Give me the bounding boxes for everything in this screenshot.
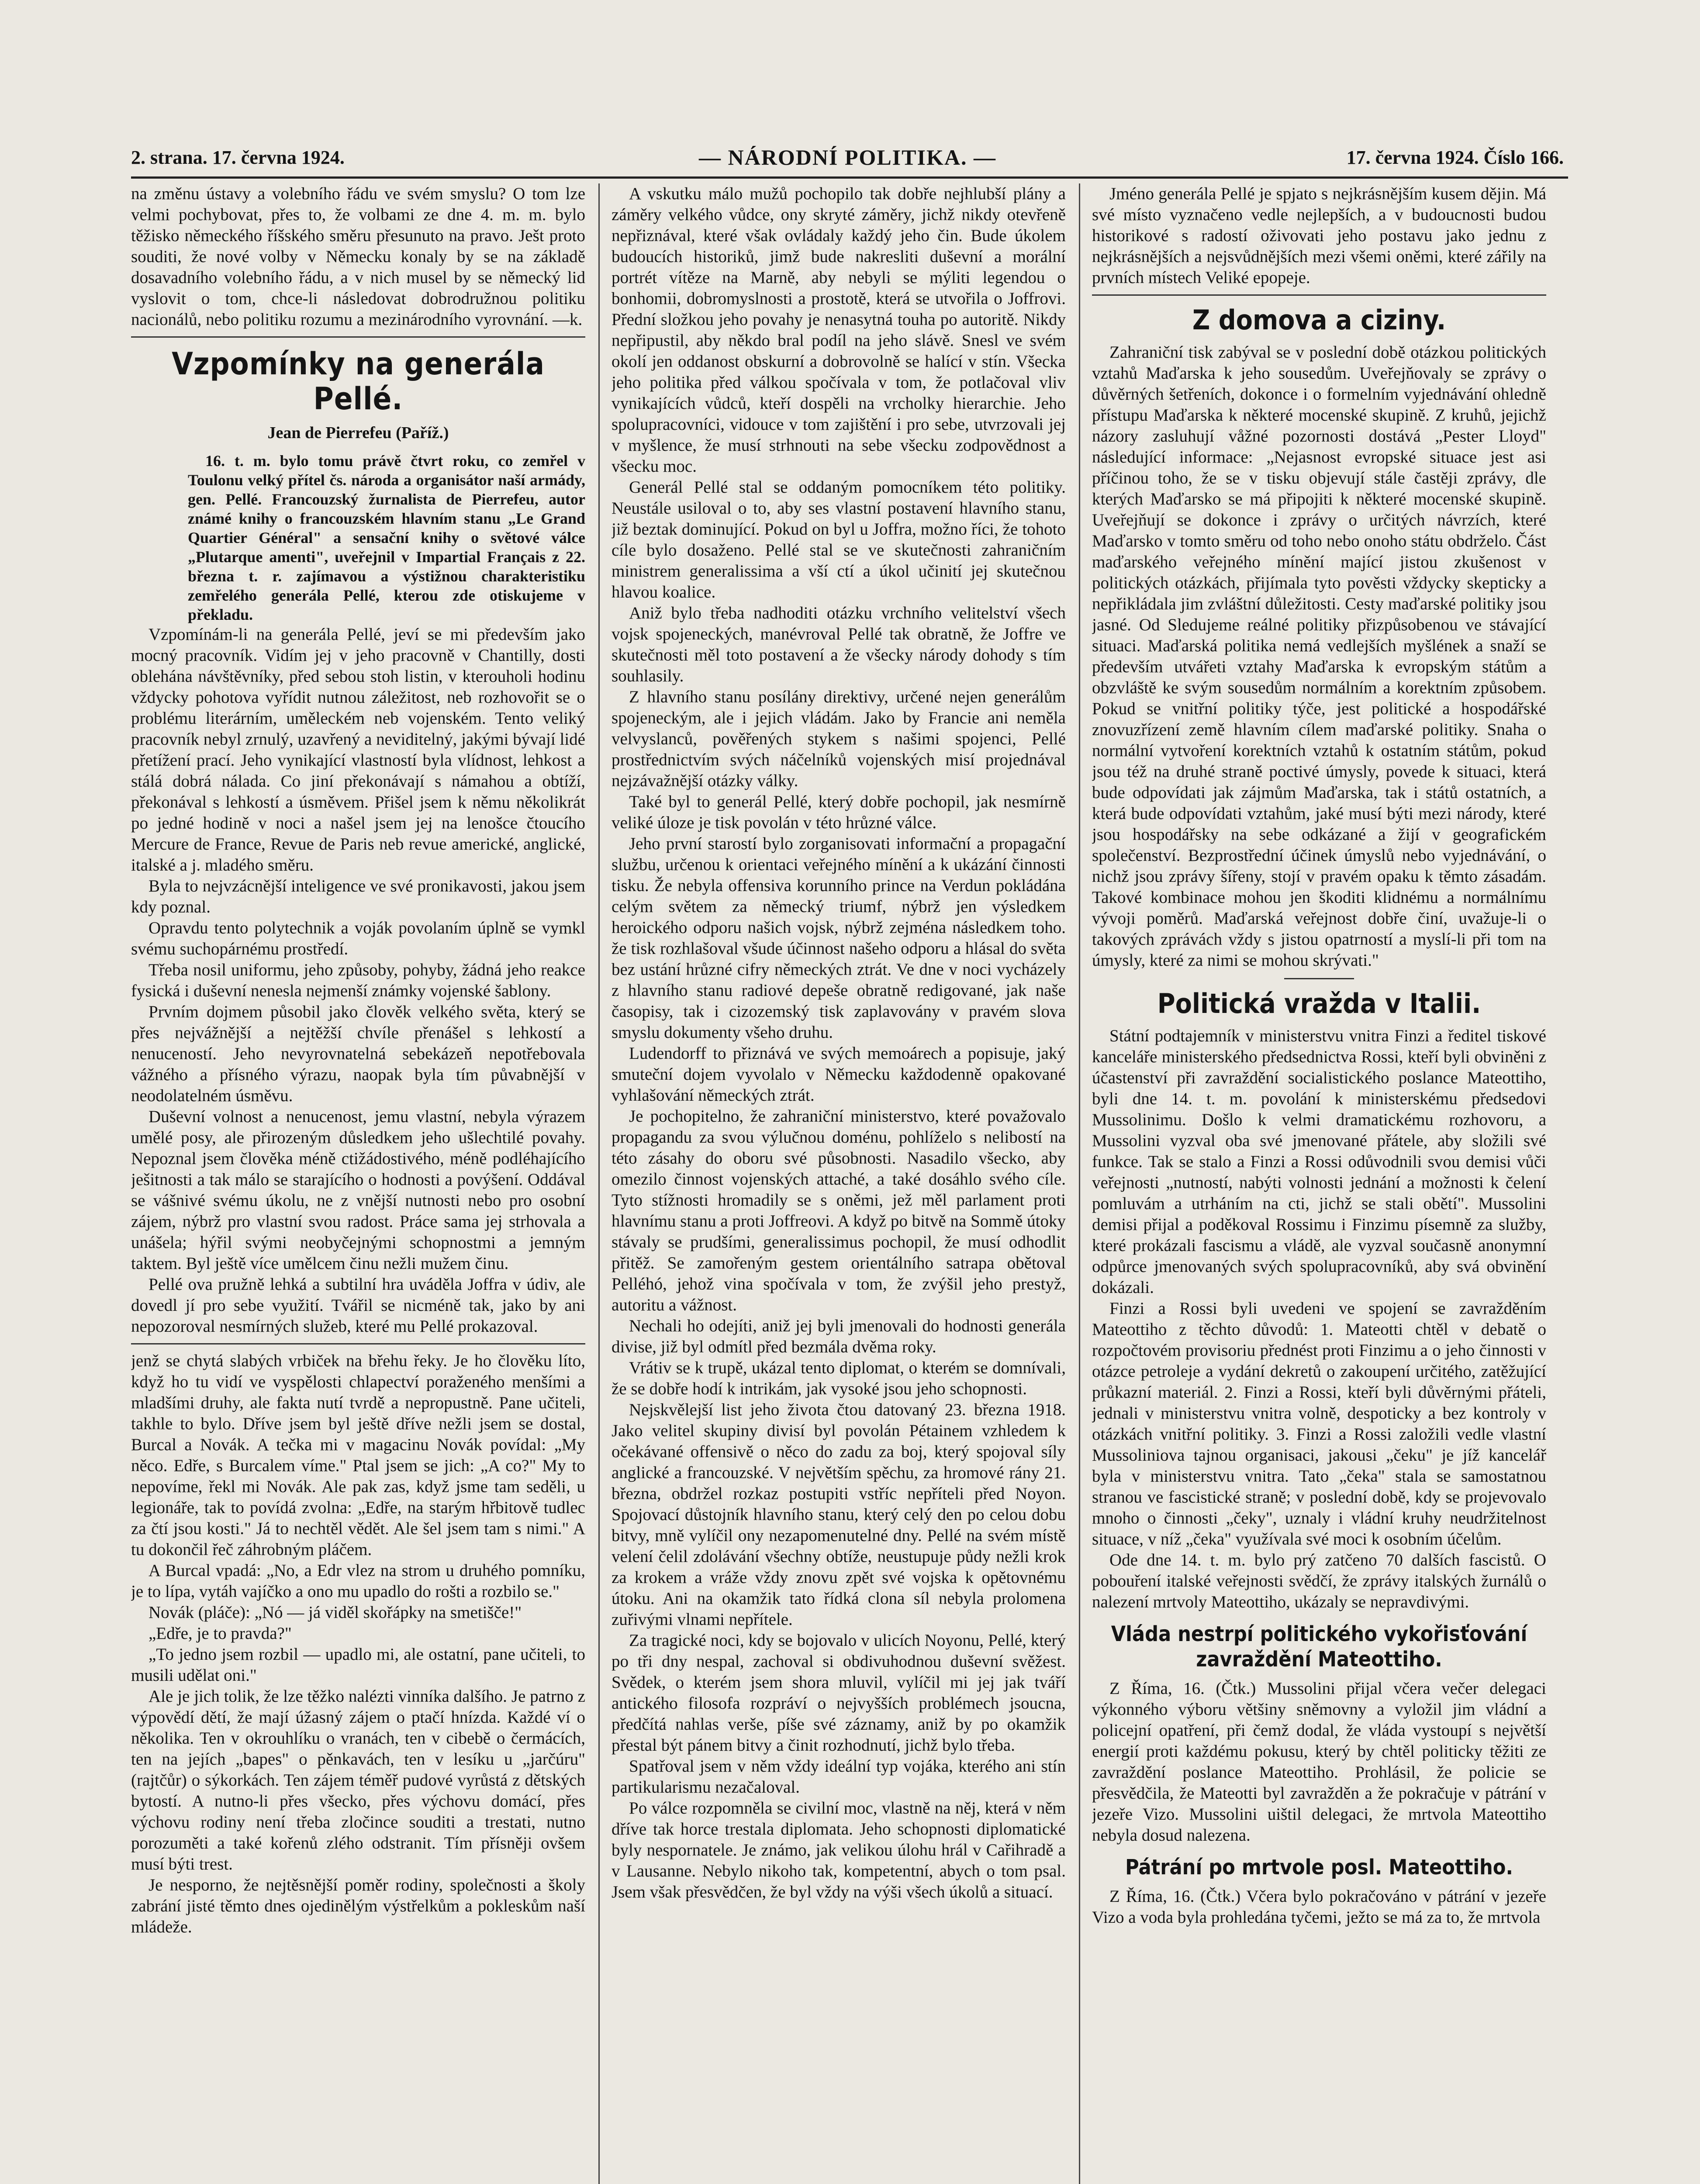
- article-separator: [1284, 978, 1354, 979]
- article-title: Vzpomínky na generála Pellé.: [172, 346, 545, 417]
- header-page-date: 2. strana. 17. června 1924.: [131, 147, 345, 168]
- paragraph: Byla to nejvzácnější inteligence ve své pronikavosti, jakou jsem kdy poznal.: [131, 877, 585, 916]
- section-title: Z domova a ciziny.: [1192, 304, 1446, 336]
- paragraph: Z Říma, 16. (Čtk.) Včera bylo pokračováno v pátrání v jezeře Vizo a voda byla prohledána tyčemi, ježto se má za to, že mrtvola: [1092, 1887, 1546, 1927]
- paragraph: Vzpomínám-li na generála Pellé, jeví se mi především jako mocný pracovník. Vidím jej v jeho pracovně v Chantilly, dosti oblehána návštěvníky, před sebou stoh listin, v kterouholi hodinu vždycky pohotova vyřídit nutnou záležitost, neb rozhovořit se o problému literárním, uměleckém neb vojenském. Tento veliký pracovník nebyl zrnulý, uzavřený a neviditelný, jakými bývají lidé přetížení prací. Jeho vynikající vlastností byla vlídnost, lehkost a stálá dobrá nálada. Co jiní překonávají s námahou a obtíží, překonával s lehkostí a úsměvem. Přišel jsem k němu několikrát po jedné hodině v noci a našel jsem jej na lenošce čtoucího Mercure de France, Revue de Paris neb revue americké, anglické, italské a j. mladého směru.: [131, 625, 585, 874]
- article-separator: [131, 336, 585, 338]
- paragraph: Ode dne 14. t. m. bylo prý zatčeno 70 dalších fascistů. O pobouření italské veřejnosti svědčí, že zprávy italských žurnálů o nalezení mrtvoly Mateottiho, ukázaly se nepravdivými.: [1092, 1551, 1546, 1611]
- article-separator: [131, 1343, 585, 1344]
- paragraph: Je nesporno, že nejtěsnější poměr rodiny, společnosti a školy zabrání jisté těmto dnes ojedinělým výstřelkům a pokleskům naší mládeže.: [131, 1876, 585, 1936]
- paragraph: Aniž bylo třeba nadhoditi otázku vrchního velitelství všech vojsk spojeneckých, manévroval Pellé tak obratně, že Joffre ve skutečnosti měl toto postavení a že všecky národy dohody s tím souhlasily.: [612, 604, 1066, 685]
- column-1: [131, 183, 585, 1938]
- column-3: [1092, 183, 1546, 1928]
- paragraph: Ludendorff to přiznává ve svých memoárech a popisuje, jaký smuteční dojem vyvolalo v Německu každodenně opakované vyhlašování německých ztrát.: [612, 1044, 1066, 1105]
- paragraph: Ale je jich tolik, že lze těžko nalézti vinníka dalšího. Je patrno z výpovědí dětí, že mají úžasný zájem o ptačí hnízda. Každé ví o několika. Ten v okrouhlíku o vranách, ten v cibebě o čermácích, ten na jejích „bapes" o pěnkavách, ten v lesíku u „jarčúru" (rajtčůr) o sýkorkách. Ten zájem téměř pudové vyrůstá z dětských bytostí. A nutno-li přes všecko, přes výchovu domácí, přes výchovu rodiny není třeba zločince souditi a trestati, nutno porozuměti a také kořenů zlého odstranit. Tím přísněji ovšem musí býti trest.: [131, 1687, 585, 1873]
- column-2: [612, 183, 1066, 1903]
- paragraph: A vskutku málo mužů pochopilo tak dobře nejhlubší plány a záměry velkého vůdce, ony skryté záměry, jichž nikdy otevřeně nepřiznával, které však ovládaly každý jeho čin. Bude úkolem budoucích historiků, jimž bude nakresliti duševní a morální portrét vítěze na Marně, aby nebyli se mýliti legendou o bonhomii, dobromyslnosti a prostotě, která se utvořila o Joffrovi. Přední složkou jeho povahy je nenasytná touha po autoritě. Nikdy nepřipustil, aby někdo bral podíl na jeho slávě. Snesl ve svém okolí jen oddanost obskurní a dobrovolně se halící v stín. Všecka jeho politika před válkou spočívala v tom, že potlačoval vliv vynikajících vůdců, kteří dospěli na vrcholky hierarchie. Jeho spolupracovníci, vidouce v tom zajištění i pro sebe, utvrzovali jej v myšlence, že musí strhnouti na sebe všecku zodpovědnost a všecku moc.: [612, 184, 1066, 476]
- header-issue-number: 17. června 1924. Číslo 166.: [1346, 147, 1564, 168]
- paragraph: Nejskvělejší list jeho života čtou datovaný 23. března 1918. Jako velitel skupiny divisí byl povolán Pétainem vzhledem k očekávané offensivě o něco do zadu za boj, který spojoval síly anglické a francouzské. V největším spěchu, za hromové rány 21. března, obdržel rozkaz postupiti vstříc nepříteli před Noyon. Spojovací důstojník hlavního stanu, který celý den po celou dobu bitvy, mně vylíčil ony nezapomenutelné dny. Pellé na svém místě velení čelil zdolávání všechny obtíže, neustupuje půdy nežli krok za krokem a vráže vždy znovu zpět své vojska k opětovnému útoku. Ani na okamžik tato řídká clona síl nebyla prolomena zuřivými vlnami nepřítele.: [612, 1400, 1066, 1629]
- paragraph: Zahraniční tisk zabýval se v poslední době otázkou politických vztahů Maďarska k jeho sousedům. Uveřejňovaly se zprávy o důvěrných šetřeních, dokonce i o formelním vyjednávání ohledně přístupu Maďarska k některé mocenské skupině. Z kruhů, jejichž názory zasluhují våžné pozornosti dostává „Pester Lloyd" následující informace: „Nejasnost evropské situace jest asi příčinou toho, že se v tisku objevují stále častěji zprávy, dle kterých Maďarsko se má připojiti k některé mocenské skupině. Uveřejňují se dokonce i zprávy o určitých návrzích, které Maďarsko v tomto směru od toho nebo onoho státu obdrželo. Část maďarského veřejného mínění mající jistou zkušenost v politických otázkách, přijímala tyto pověsti vždycky skepticky a nepřikládala jim zvláštní důležitosti. Cesty maďarské politiky jsou jasné. Od Sledujeme reálné politiky přizpůsobenou ve stávající situaci. Maďarská politika nemá vedlejších myšlének a snaží se především utvářeti vztahy Maďarska k evropským státům a obzvláště ke svým sousedům normálním a korektním způsobem. Pokud se vnitřní politiky týče, jest politické a hospodářské znovuzřízení země hlavním cílem maďarské politiky. Snaha o normální vytvoření korektních vztahů k ostatním státům, pokud jsou též na druhé straně poctivé úmysly, povede k situaci, která bude odpovídati jak zájmům Maďarska, tak i států ostatních, a která bude odpovídati vztahům, jaké musí býti mezi národy, které jsou hospodářsky na sebe odkázané a žijí v geografickém společenství. Bezprostřední účinek úmyslů nebo vyjednávání, o nichž jsou zprávy šířeny, stojí v pravém opaku k těmto zásadám. Takové kombinace mohou jen škoditi klidnému a normálnímu vývoji poměrů. Maďarská veřejnost dobře činí, uvažuje-li o takových zprávách vždy s jistou opatrností a myslí-li při tom na úmysly, které za nimi se mohou skrývati.": [1092, 343, 1546, 970]
- article-subtitle: Vláda nestrpí politického vykořisťování zavraždění Mateottiho.: [1111, 1622, 1527, 1672]
- paragraph: Novák (pláče): „Nó — já viděl skořápky na smetišče!": [149, 1603, 522, 1622]
- paragraph: Nechali ho odejíti, aniž jej byli jmenovali do hodnosti generála divise, již byl odmítl před bezmála dvěma roky.: [612, 1317, 1066, 1356]
- article-separator: [1092, 294, 1546, 296]
- paragraph: Jeho první starostí bylo zorganisovati informační a propagační službu, určenou k orientaci veřejného mínění a k ukázání činnosti tisku. Že nebyla offensiva korunního prince na Verdun pokládána celým světem za německý triumf, nýbrž jen výsledkem heroického odporu našich vojsk, nýbrž zejména následkem toho. že tisk rozhlašoval všude účinnost našeho odporu a hlásal do světa bez ustání hrůzné cifry německých ztrát. Ve dne v noci vycházely z hlavního stanu radiové depeše obratně redigované, jak naše časopisy, tak i cizozemský tisk zaplavovány v pravém slova smyslu dokumenty všeho druhu.: [612, 834, 1066, 1042]
- paragraph: Státní podtajemník v ministerstvu vnitra Finzi a ředitel tiskové kanceláře ministerského předsednictva Rossi, kteří byli obviněni z účastenství při zavraždění socialistického poslance Mateottiho, byli dne 14. t. m. povolání k ministerskému předsedovi Mussolinimu. Došlo k velmi dramatickému rozhovoru, a Mussolini vyzval oba své jmenované přátele, aby složili své funkce. Tak se stalo a Finzi a Rossi odůvodnili svou demisi vůči veřejnosti „nutností, nabýti volnosti jednání a možnosti k čelení pomluvám a utrháním na cti, jichž se stali obětí". Mussolini demisi přijal a poděkoval Rossimu i Finzimu písemně za služby, které prokázali fascismu a vládě, ale vyzval současně anonymní odpůrce jmenovaných svých spolupracovníků, aby svá obvinění dokázali.: [1092, 1026, 1546, 1297]
- paragraph: Opravdu tento polytechnik a voják povolaním úplně se vymkl svému suchopárnému prostředí.: [131, 919, 585, 958]
- paragraph: Spatřoval jsem v něm vždy ideální typ vojáka, kterého ani stín partikularismu nezačaloval.: [612, 1757, 1066, 1797]
- paragraph: jenž se chytá slabých vrbiček na břehu řeky. Je ho člověku líto, když ho tu vidí ve vyspělosti chlapectví poraženého menšími a mladšími druhy, ale fakta nutí tvrdě a nepropustně. Pane učiteli, takhle to bylo. Dříve jsem byl ještě dříve nežli jsem se dostal, Burcal a Novák. A tečka mi v magacinu Novák povídal: „My něco. Edře, s Burcalem víme." Ptal jsem se jich: „A co?" My to nepovíme, řekl mi Novák. Ale pak zas, když jsme tam seděli, u legionáře, tak to povídá zvolna: „Edře, na starým hřbitově tudlec za čtí jsou kosti." Já to nechtěl vědět. Ale šel jsem tam s nimi." A tu dokončil řeč záhrobným pláčem.: [131, 1351, 585, 1559]
- paragraph: Generál Pellé stal se oddaným pomocníkem této politiky. Neustále usiloval o to, aby ses vlastní postavení hlavního stanu, již beztak dominující. Pokud on byl u Joffra, možno říci, že tohoto cíle bylo dosaženo. Pellé stal se ve skutečnosti zahraničním ministrem generalissima a vší ctí a úkol učinití jej skutečnou hlavou koalice.: [612, 478, 1066, 601]
- paragraph: A Burcal vpadá: „No, a Edr vlez na strom u druhého pomníku, je to lípa, vytáh vajíčko a ono mu upadlo do rošti a rozbilo se.": [131, 1561, 585, 1601]
- paragraph: Z Říma, 16. (Čtk.) Mussolini přijal včera večer delegaci výkonného výboru většiny sněmovny a vyložil jim vládní a policejní opatření, při čemž dodal, že vláda vystoupí s největší energií proti každému pokusu, který by chtěl politicky těžiti ze zavraždění poslance Mateottiho. Prohlásil, že policie se přesvědčila, že Mateotti byl zavražděn a že pokračuje v pátrání v jezeře Vizo. Mussolini uištil delegaci, že mrtvola Mateottiho nebyla dosud nalezena.: [1092, 1679, 1546, 1845]
- paragraph: Duševní volnost a nenucenost, jemu vlastní, nebyla výrazem umělé posy, ale přirozeným důsledkem jeho ušlechtilé povahy. Nepoznal jsem člověka méně ctižádostivého, méně podléhajícího ješitnosti a tak málo se starajícího o hodnosti a povýšení. Oddával se vášnivé svému úkolu, ne z vnější nutnosti nebo pro osobní zájem, nýbrž pro vlastní svou radost. Práce sama jej strhovala a unášela; hýřil svými neobyčejnými schopnostmi a jemným taktem. Byl ještě více umělcem činu nežli mužem činu.: [131, 1107, 585, 1273]
- page-header: [131, 146, 1564, 173]
- paragraph: Prvním dojmem působil jako člověk velkého světa, který se přes nejvážnější a nejtěžší chvíle přenášel s lehkostí a nenuceností. Jeho nevyrovnatelná sebekázeň nepotřebovala vážného a přísného výrazu, naopak byla tím půvabnější v neodolatelném úsměvu.: [131, 1002, 585, 1105]
- paragraph: Třeba nosil uniformu, jeho způsoby, pohyby, žádná jeho reakce fysická i duševní nenesla nejmenší známky vojenské šablony.: [131, 961, 585, 1000]
- paragraph: Vrátiv se k trupě, ukázal tento diplomat, o kterém se domnívali, že se dobře hodí k intrikám, jak vysoké jsou jeho schopnosti.: [612, 1358, 1066, 1398]
- article-byline: Jean de Pierrefeu (Paříž.): [267, 424, 449, 442]
- paragraph: Také byl to generál Pellé, který dobře pochopil, jak nesmírně veliké úloze je tisk povolán v této hrůzné válce.: [612, 792, 1066, 832]
- article-continuation: na změnu ústavy a volebního řádu ve svém smyslu? O tom lze velmi pochybovat, přes to, že volbami ze dne 4. m. m. bylo těžisko německého říšského směru přesunuto na pravo. Ješt proto souditi, že nové volby v Německu konaly by se na základě dosavadního volebního řádu, a v nich musel by se německý lid vyslovit o tom, chce-li následovat dobrodružnou politiku nacionálů, nebo politiku rozumu a mezinárodního vyrovnání. —k.: [131, 184, 585, 329]
- paragraph: Je pochopitelno, že zahraniční ministerstvo, které považovalo propagandu za svou výlučnou doménu, pohlíželo s nelibostí na této zásahy do oboru své působnosti. Nasadilo všecko, aby omezilo činnost vojenských attaché, a také dosáhlo svého cíle. Tyto stížnosti hromadily se s oněmi, jež měl parlament proti hlavnímu stanu a proti Joffreovi. A když po bitvě na Sommě útoky stávaly se prudšími, generalissimus pochopil, že musí odhodlit přitěž. Se zamořeným gestem orientálního satrapa obětoval Pelléhó, jehož vina spočívala v tom, že zvýšil jeho prestyž, autoritu a vážnost.: [612, 1107, 1066, 1314]
- column-divider: [598, 183, 600, 2184]
- paragraph: Jméno generála Pellé je spjato s nejkrásnějším kusem dějin. Má své místo vyznačeno vedle nejlepších, a v budoucnosti budou historikové s radostí oživovati jeho postavu jako jednu z nejkrásnějších a nejsvůdnějších mezi všemi oněmi, které zářily na prvních místech Veliké epopeje.: [1092, 184, 1546, 287]
- article-lead: 16. t. m. bylo tomu právě čtvrt roku, co zemřel v Toulonu velký přítel čs. národa a organisátor naší armády, gen. Pellé. Francouzský žurnalista de Pierrefeu, autor známé knihy o francouzském hlavním stanu „Le Grand Quartier Général" a sensační knihy o světové válce „Plutarque amenti", uveřejnil v Impartial Français z 22. března t. r. zajímavou a výstižnou charakteristiku zemřelého generála Pellé, kterou zde otiskujeme v překladu.: [188, 452, 585, 623]
- paragraph: Z hlavního stanu posílány direktivy, určené nejen generálům spojeneckým, ale i jejich vládám. Jako by Francie ani neměla velvyslanců, pověřených stykem s našimi spojenci, Pellé prostřednictvím svých náčelníků vojenských misí projednával nejzávažnější otázky války.: [612, 688, 1066, 790]
- paragraph: „Edře, je to pravda?": [149, 1624, 292, 1643]
- paragraph: Za tragické noci, kdy se bojovalo v ulicích Noyonu, Pellé, který po tři dny nespal, zachoval si obdivuhodnou duševní svěžest. Svědek, o kterém jsem shora mluvil, vylíčil mi jej jak tváří antického filosofa rozpráví o nejvyšších problémech jsoucna, předčítá nahlas verše, píše své záznamy, aniž by po okamžik přestal být pánem bitvy a činit rozhodnutí, jichž bylo třeba.: [612, 1631, 1066, 1755]
- paragraph: Finzi a Rossi byli uvedeni ve spojení se zavražděním Mateottiho z těchto důvodů: 1. Mateotti chtěl v debatě o rozpočtovém provisoriu přednést proti Finzimu a o jeho činnosti v otázce petroleje a vydání dekretů o zakoupení určitého, zatěžující průkazní materiál. 2. Finzi a Rossi, kteří byli důvěrnými přáteli, jednali v ministerstvu vnitra volně, despoticky a bez kontroly v otázkách vnitřní politiky. 3. Finzi a Rossi založili vedle vlastní Mussoliniova tajnou organisaci, jakousi „čeku" je jíž kancelář byla v ministerstvu vnitra. Tato „čeka" stala se samostatnou stranou ve fascistické straně; v poslední době, kdy se projevovalo mnoho o činnosti „čeky", uznaly i vládní kruhy neudržitelnost situace, v níž „čeka" využívala své moci k osobním účelům.: [1092, 1299, 1546, 1548]
- header-rule: [131, 176, 1568, 179]
- paragraph: „To jedno jsem rozbil — upadlo mi, ale ostatní, pane učiteli, to musili udělat oni.": [131, 1645, 585, 1685]
- column-divider: [1079, 183, 1080, 2184]
- paragraph: Pellé ova pružně lehká a subtilní hra uváděla Joffra v údiv, ale dovedl jí pro sebe využití. Tvářil se nicméně tak, jako by ani nepozoroval nesmírných služeb, které mu Pellé prokazoval.: [131, 1275, 585, 1336]
- article-subtitle: Pátrání po mrtvole posl. Mateottiho.: [1125, 1855, 1513, 1880]
- paragraph: Po válce rozpomněla se civilní moc, vlastně na něj, která v něm dříve tak horce trestala diplomata. Jeho schopnosti diplomatické byly nespornatele. Je známo, jak velikou úlohu hrál v Cařihradě a v Lausanne. Nebylo nikoho tak, kompetentní, abych o tom psal. Jsem však přesvědčen, že byl vždy na výši všech úkolů a situací.: [612, 1799, 1066, 1901]
- newspaper-title: — NÁRODNÍ POLITIKA. —: [699, 145, 996, 169]
- article-title: Politická vražda v Italii.: [1157, 988, 1481, 1019]
